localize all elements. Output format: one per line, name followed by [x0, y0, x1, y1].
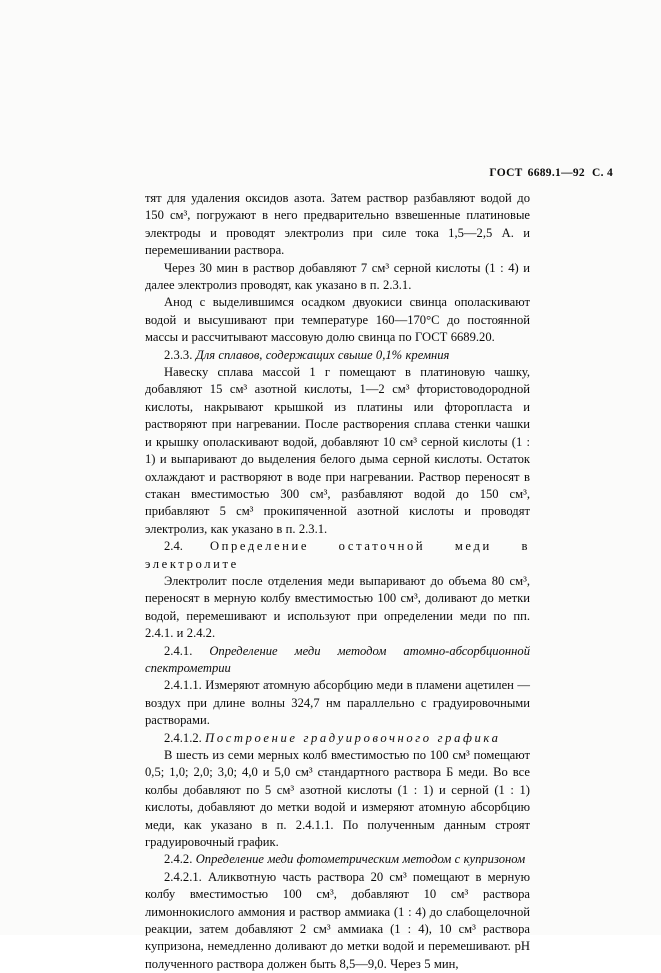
clause-number: 2.4.1. — [164, 643, 193, 658]
clause-title: Для сплавов, содержащих свыше 0,1% кремния — [195, 347, 450, 362]
clause-title: Построение градуировочного графика — [205, 730, 501, 745]
paragraph-text: тят для удаления оксидов азота. Затем раствор разбавляют водой до 150 см³, погружают в него предварительно взвешенные платиновые электроды и проводят электролиз при силе тока 1,5—2,5 А. и перемешивании раствора. — [145, 191, 530, 258]
paragraph-electrolyte — [145, 573, 530, 643]
paragraph-text: В шесть из семи мерных колб вместимостью по 100 см³ помещают 0,5; 1,0; 2,0; 3,0; 4,0 и 5,0 см³ стандартного раствора Б меди. Во все колбы добавляют по 5 см³ азотной кислоты (1 : 1) и серной (1 : 1) кислоты, добавляют до метки водой и измеряют атомную абсорбцию меди, как указано в п. 2.4.1.1. По полученным данным строят градуировочный график. — [145, 748, 530, 850]
paragraph-30min — [145, 260, 530, 295]
paragraph-2-4-1-1 — [145, 677, 530, 729]
clause-title: Определение остаточной меди в электролите — [145, 539, 530, 571]
paragraph-flasks — [145, 747, 530, 851]
paragraph-text: 2.4.1.1. Измеряют атомную абсорбцию меди в пламени ацетилен — воздух при длине волны 324,7 нм параллельно с градуировочными растворами. — [145, 678, 530, 728]
clause-heading-2-4 — [145, 538, 530, 573]
running-header — [0, 167, 613, 179]
paragraph-nitrogen-oxides — [145, 190, 530, 260]
paragraph-aliquot — [145, 869, 530, 973]
clause-heading-2-3-3 — [145, 347, 530, 364]
clause-heading-2-4-2 — [145, 851, 530, 868]
clause-heading-2-4-1 — [145, 643, 530, 678]
clause-number: 2.3.3. — [164, 347, 193, 362]
paragraph-alloy-sample — [145, 364, 530, 538]
paragraph-anode — [145, 294, 530, 346]
standard-number: 6689.1—92 — [527, 167, 585, 179]
body-text-column — [145, 190, 530, 973]
clause-title: Определение меди фотометрическим методом с купризоном — [195, 852, 526, 867]
paragraph-text: 2.4.2.1. Аликвотную часть раствора 20 см³ помещают в мерную колбу вместимостью 100 см³, добавляют 10 см³ раствора лимоннокислого аммония и раствор аммиака (1 : 4) до слабощелочной реакции, затем добавляют 2 см³ аммиака (1 : 4), 10 см³ раствора купризона, немедленно доливают до метки водой и перемешивают. рН полученного раствора должен быть 8,5—9,0. Через 5 мин, — [145, 869, 530, 971]
clause-heading-2-4-1-2 — [145, 730, 530, 747]
clause-number: 2.4.2. — [164, 852, 193, 867]
clause-title: Определение меди методом атомно-абсорбционной спектрометрии — [145, 643, 530, 675]
clause-number: 2.4. — [164, 539, 183, 554]
clause-number: 2.4.1.2. — [164, 730, 202, 745]
paragraph-text: Навеску сплава массой 1 г помещают в платиновую чашку, добавляют 15 см³ азотной кислоты, 1—2 см³ фтористоводородной кислоты, накрывают крышкой из платины или фторопласта и растворяют при нагревании. После растворения сплава стенки чашки и крышку ополаскивают водой, добавляют 10 см³ серной кислоты (1 : 1) и выпаривают до выделения белого дыма серной кислоты. Остаток охлаждают и растворяют в воде при нагревании. Раствор переносят в стакан вместимостью 300 см³, разбавляют водой до 150 см³, прибавляют 5 см³ прокипяченной азотной кислоты и проводят электролиз, как указано в п. 2.3.1. — [145, 365, 530, 536]
paragraph-text: Через 30 мин в раствор добавляют 7 см³ серной кислоты (1 : 4) и далее электролиз проводят, как указано в п. 2.3.1. — [145, 260, 530, 293]
paragraph-text: Электролит после отделения меди выпаривают до объема 80 см³, переносят в мерную колбу вместимостью 100 см³, доливают до метки водой, перемешивают и используют при определении меди по пп. 2.4.1. и 2.4.2. — [145, 573, 530, 641]
page-marker: С. 4 — [591, 167, 613, 179]
standard-label: ГОСТ — [489, 167, 523, 179]
paragraph-text: Анод с выделившимся осадком двуокиси свинца ополаскивают водой и высушивают при температуре 160—170°С до постоянной массы и рассчитывают массовую долю свинца по ГОСТ 6689.20. — [145, 295, 530, 345]
